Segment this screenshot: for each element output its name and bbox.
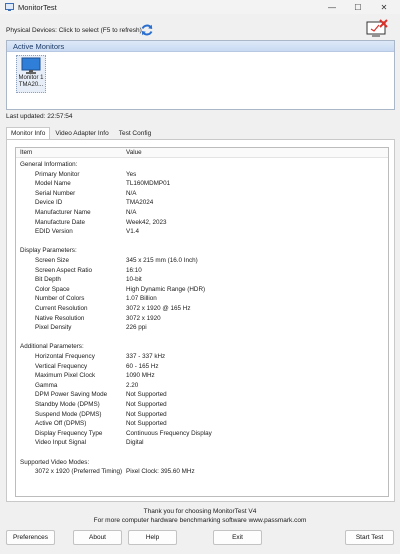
info-row[interactable] — [16, 294, 388, 304]
item-value: 16:10 — [126, 266, 142, 274]
item-value: 60 - 165 Hz — [126, 362, 159, 370]
item-value: Not Supported — [126, 410, 167, 418]
item-value: Continuous Frequency Display — [126, 429, 212, 437]
item-label: Current Resolution — [35, 305, 88, 312]
monitor-label-id: TMA20... — [18, 82, 44, 88]
info-row[interactable] — [16, 179, 388, 189]
info-row[interactable] — [16, 390, 388, 400]
item-label: Horizontal Frequency — [35, 353, 95, 360]
item-value: N/A — [126, 189, 137, 197]
start-test-button[interactable]: Start Test — [345, 530, 394, 545]
monitor-1-item[interactable] — [16, 55, 46, 93]
item-value: TMA2024 — [126, 199, 154, 207]
section-header[interactable] — [16, 342, 388, 352]
footer-passmark: For more computer hardware benchmarking software www.passmark.com — [93, 517, 307, 524]
physical-devices-label: Physical Devices: Click to select (F5 to refresh) — [6, 27, 142, 34]
item-value: V1.4 — [126, 228, 139, 236]
monitor-icon — [21, 57, 41, 75]
help-button[interactable]: Help — [128, 530, 177, 545]
item-value: Week42, 2023 — [126, 218, 167, 226]
item-label: Suspend Mode (DPMS) — [35, 410, 102, 418]
info-row[interactable] — [16, 381, 388, 391]
item-label: Standby Mode (DPMS) — [35, 401, 100, 408]
preferences-button[interactable]: Preferences — [6, 530, 55, 545]
info-row[interactable] — [16, 314, 388, 324]
item-label: Model Name — [35, 180, 71, 188]
item-label: Active Off (DPMS) — [35, 420, 87, 428]
info-row[interactable] — [16, 323, 388, 333]
info-row[interactable] — [16, 429, 388, 439]
info-row[interactable] — [16, 410, 388, 420]
column-header-value: Value — [126, 149, 142, 156]
active-monitors-header: Active Monitors — [7, 41, 394, 52]
item-label: Pixel Density — [35, 324, 72, 332]
item-label: Vertical Frequency — [35, 362, 88, 370]
column-header-item: Item — [20, 149, 33, 156]
item-label: Screen Size — [35, 257, 69, 264]
tab-monitor-info[interactable]: Monitor Info — [6, 127, 50, 139]
item-value: Not Supported — [126, 420, 167, 428]
item-label: Additional Parameters: — [20, 343, 84, 351]
item-value: 345 x 215 mm (16.0 Inch) — [126, 257, 198, 264]
maximize-button[interactable]: ☐ — [354, 2, 362, 12]
item-label: Display Parameters: — [20, 247, 77, 255]
refresh-icon[interactable] — [140, 23, 154, 37]
item-label: Manufacturer Name — [35, 209, 91, 216]
item-label: Bit Depth — [35, 276, 61, 284]
info-row[interactable] — [16, 170, 388, 180]
item-value: 226 ppi — [126, 324, 147, 332]
info-row[interactable] — [16, 256, 388, 266]
item-value: Not Supported — [126, 391, 167, 399]
item-value: 1.07 Billion — [126, 295, 157, 303]
minimize-button[interactable]: — — [328, 2, 336, 12]
item-label: 3072 x 1920 (Preferred Timing) — [35, 468, 123, 476]
info-row[interactable] — [16, 467, 388, 477]
item-value: 337 - 337 kHz — [126, 353, 166, 360]
item-label: DPM Power Saving Mode — [35, 391, 108, 399]
monitor-test-logo-icon[interactable] — [366, 19, 388, 38]
section-header[interactable] — [16, 458, 388, 468]
item-label: Color Space — [35, 285, 70, 293]
tab-test-config[interactable]: Test Config — [118, 130, 152, 137]
item-label: Gamma — [35, 381, 58, 389]
info-row[interactable] — [16, 198, 388, 208]
tab-content — [6, 139, 395, 502]
info-row[interactable] — [16, 275, 388, 285]
close-button[interactable]: ✕ — [380, 2, 388, 12]
footer-thanks: Thank you for choosing MonitorTest V4 — [143, 508, 257, 515]
item-value: Digital — [126, 439, 144, 447]
section-header[interactable] — [16, 246, 388, 256]
item-label: General Information: — [20, 161, 78, 168]
tab-strip — [6, 127, 156, 139]
item-value: Not Supported — [126, 401, 167, 408]
monitor-label-name: Monitor 1 — [18, 75, 44, 81]
info-row[interactable] — [16, 189, 388, 199]
item-label: Display Frequency Type — [35, 429, 103, 437]
info-row[interactable] — [16, 362, 388, 372]
info-row[interactable] — [16, 304, 388, 314]
item-value: Pixel Clock: 395.60 MHz — [126, 468, 195, 476]
about-button[interactable]: About — [73, 530, 122, 545]
item-label: Native Resolution — [35, 314, 85, 322]
title-bar — [0, 0, 400, 14]
item-label: EDID Version — [35, 228, 73, 236]
item-value: 1090 MHz — [126, 372, 155, 380]
info-row[interactable] — [16, 285, 388, 295]
app-icon — [5, 3, 14, 10]
monitor-info-list[interactable] — [15, 147, 389, 497]
item-label: Device ID — [35, 199, 63, 207]
item-value: 3072 x 1920 — [126, 314, 161, 322]
item-value: Yes — [126, 170, 137, 178]
section-header[interactable] — [16, 160, 388, 170]
item-value: High Dynamic Range (HDR) — [126, 285, 206, 293]
item-label: Video Input Signal — [35, 439, 86, 447]
item-label: Supported Video Modes: — [20, 458, 90, 466]
item-value: 10-bit — [126, 276, 142, 284]
list-header — [16, 148, 388, 158]
item-label: Serial Number — [35, 189, 76, 197]
info-row[interactable] — [16, 419, 388, 429]
item-value: N/A — [126, 209, 137, 216]
info-row[interactable] — [16, 208, 388, 218]
window-title: MonitorTest — [18, 3, 57, 12]
active-monitors-panel — [6, 40, 395, 110]
exit-button[interactable]: Exit — [213, 530, 262, 545]
info-row[interactable] — [16, 266, 388, 276]
item-label: Maximum Pixel Clock — [35, 372, 96, 380]
item-value: 3072 x 1920 @ 165 Hz — [126, 305, 191, 312]
last-updated-text: Last updated: 22:57:54 — [6, 113, 73, 120]
info-row[interactable] — [16, 438, 388, 448]
item-value: 2.20 — [126, 381, 139, 389]
info-row[interactable] — [16, 400, 388, 410]
item-label: Primary Monitor — [35, 170, 80, 178]
tab-video-adapter-info[interactable]: Video Adapter Info — [55, 130, 109, 137]
info-row[interactable] — [16, 352, 388, 362]
item-label: Manufacture Date — [35, 218, 86, 226]
info-row[interactable] — [16, 218, 388, 228]
item-label: Screen Aspect Ratio — [35, 266, 93, 274]
info-row[interactable] — [16, 371, 388, 381]
info-row[interactable] — [16, 227, 388, 237]
item-label: Number of Colors — [35, 295, 85, 303]
item-value: TL160MDMP01 — [126, 180, 171, 188]
